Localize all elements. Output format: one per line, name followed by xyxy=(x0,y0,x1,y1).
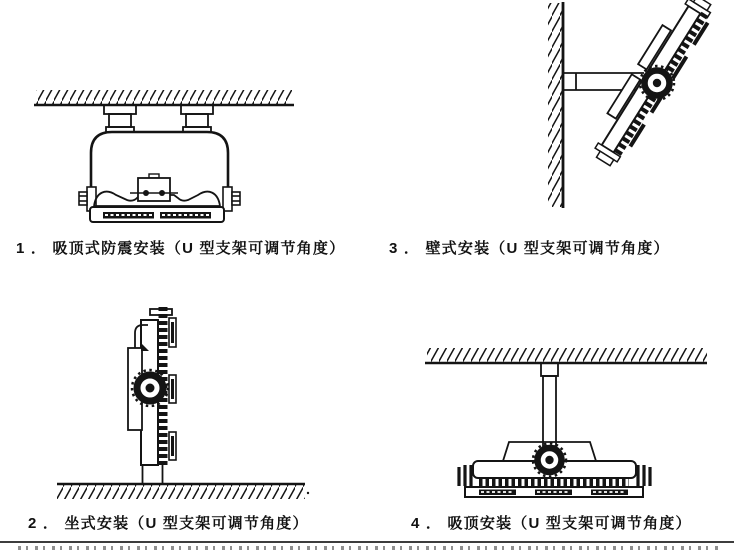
figure-seat-mount xyxy=(55,295,310,500)
figure-ceiling-antivibration xyxy=(30,85,305,235)
ceiling-hatch xyxy=(425,348,707,363)
figure-2-drawing xyxy=(55,295,310,500)
bottom-divider-line xyxy=(0,541,734,543)
caption-2: 2 ． 坐式安装（U 型支架可调节角度） xyxy=(28,515,309,532)
wall-hatch xyxy=(548,2,563,208)
cropped-text-row xyxy=(18,546,718,550)
support-post xyxy=(143,465,163,484)
vibration-damper-right xyxy=(181,105,213,132)
figure-1-drawing xyxy=(30,85,305,235)
mount-pole xyxy=(541,363,558,446)
caption-1: 1 ． 吸顶式防震安装（U 型支架可调节角度） xyxy=(16,240,346,257)
caption-3: 3 ． 壁式安装（U 型支架可调节角度） xyxy=(389,240,670,257)
figure-ceiling-pole-mount xyxy=(415,330,720,500)
led-tray xyxy=(90,207,224,222)
ceiling-hatch xyxy=(34,90,294,105)
led-tray xyxy=(465,487,643,497)
vibration-damper-left xyxy=(104,105,136,132)
junction-box xyxy=(130,174,178,201)
floor-hatch xyxy=(57,484,309,499)
caption-4: 4 ． 吸顶安装（U 型支架可调节角度） xyxy=(411,515,692,532)
figure-3-drawing xyxy=(520,0,734,225)
figure-4-drawing xyxy=(415,330,720,500)
pivot-bolt-right xyxy=(223,187,240,211)
figure-wall-mount xyxy=(520,0,734,225)
